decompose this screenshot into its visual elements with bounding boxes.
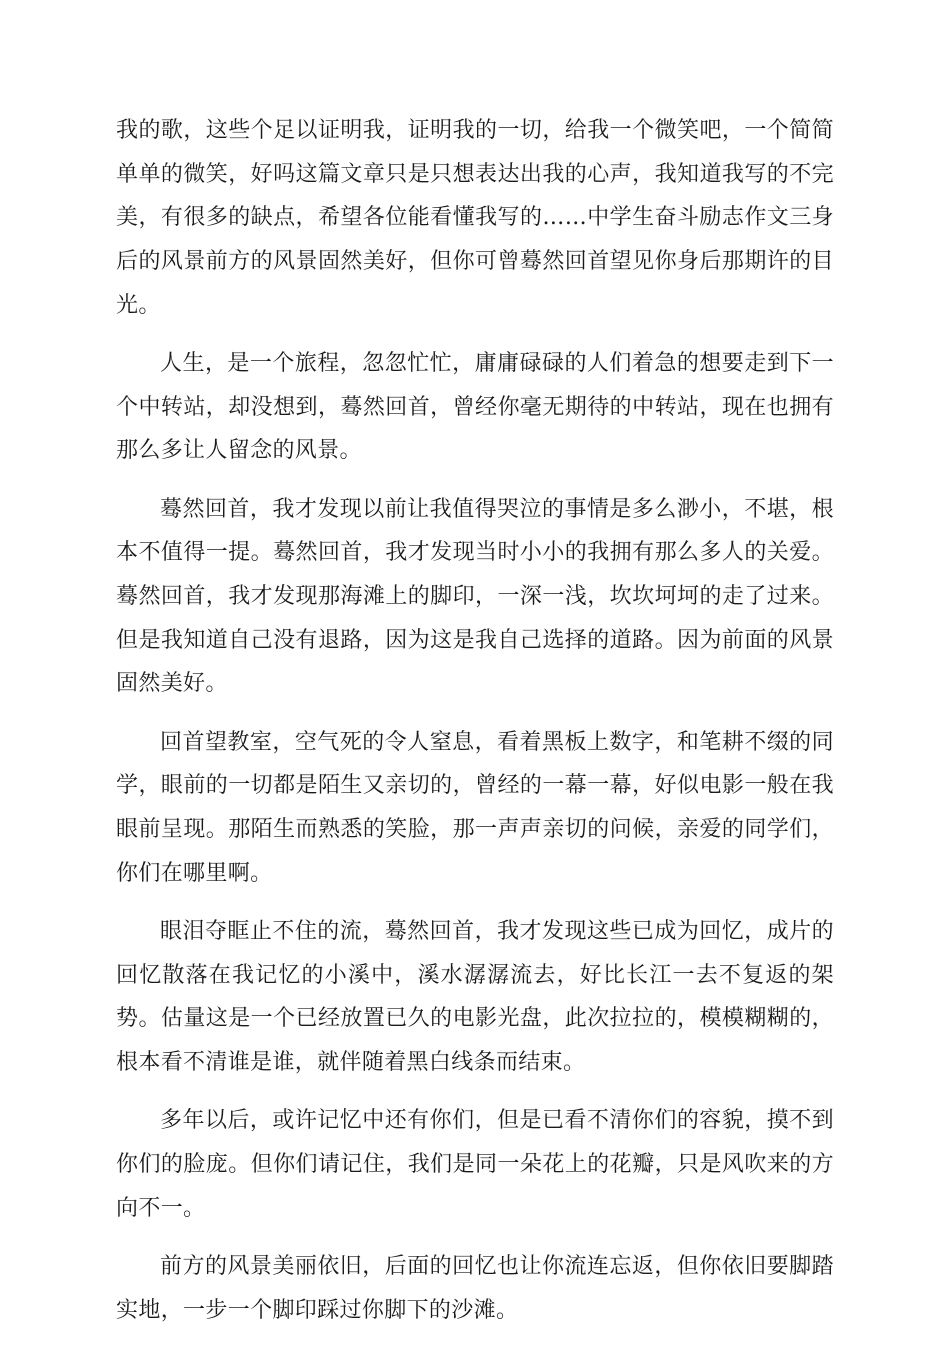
paragraph-5: 眼泪夺眶止不住的流，蓦然回首，我才发现这些已成为回忆，成片的回忆散落在我记忆的小溪中，溪水潺潺流去，好比长江一去不复返的架势。估量这是一个已经放置已久的电影光盘，此次拉拉的，模模糊糊的，根本看不清谁是谁，就伴随着黑白线条而结束。 xyxy=(116,918,834,1076)
paragraph-3: 蓦然回首，我才发现以前让我值得哭泣的事情是多么渺小，不堪，根本不值得一提。蓦然回首，我才发现当时小小的我拥有那么多人的关爱。蓦然回首，我才发现那海滩上的脚印，一深一浅，坎坎坷坷的走了过来。但是我知道自己没有退路，因为这是我自己选择的道路。因为前面的风景固然美好。 xyxy=(116,496,834,697)
paragraph-2: 人生，是一个旅程，忽忽忙忙，庸庸碌碌的人们着急的想要走到下一个中转站，却没想到，蓦然回首，曾经你毫无期待的中转站，现在也拥有那么多让人留念的风景。 xyxy=(116,351,834,464)
paragraph-1: 我的歌，这些个足以证明我，证明我的一切，给我一个微笑吧，一个简简单单的微笑，好吗这篇文章只是只想表达出我的心声，我知道我写的不完美，有很多的缺点，希望各位能看懂我写的……中学生奋斗励志作文三身后的风景前方的风景固然美好，但你可曾蓦然回首望见你身后那期许的目光。 xyxy=(116,118,834,318)
paragraph-6: 多年以后，或许记忆中还有你们，但是已看不清你们的容貌，摸不到你们的脸庞。但你们请记住，我们是同一朵花上的花瓣，只是风吹来的方向不一。 xyxy=(116,1108,834,1221)
document-page xyxy=(116,109,834,1347)
paragraph-7: 前方的风景美丽依旧，后面的回忆也让你流连忘返，但你依旧要脚踏实地，一步一个脚印踩过你脚下的沙滩。 xyxy=(116,1253,834,1323)
paragraph-4: 回首望教室，空气死的令人窒息，看着黑板上数字，和笔耕不缀的同学，眼前的一切都是陌生又亲切的，曾经的一幕一幕，好似电影一般在我眼前呈现。那陌生而熟悉的笑脸，那一声声亲切的问候，亲爱的同学们，你们在哪里啊。 xyxy=(116,729,834,886)
